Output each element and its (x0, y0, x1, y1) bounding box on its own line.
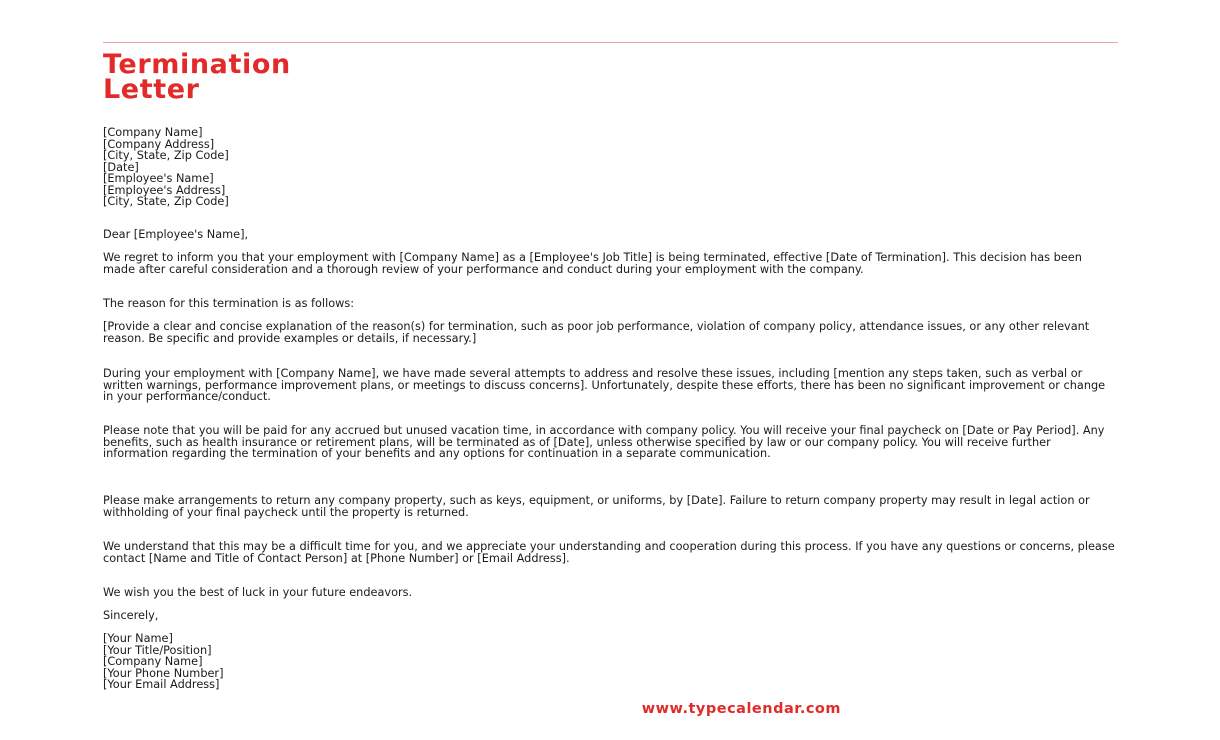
sender-line: [Date] (103, 160, 139, 174)
salutation: Dear [Employee's Name], (103, 228, 249, 241)
sender-line: [City, State, Zip Code] (103, 195, 229, 208)
sender-line: [Employee's Address] (103, 183, 226, 197)
sender-line: [Company Name] (103, 126, 203, 139)
sender-line: [Company Address] (103, 137, 215, 151)
paragraph-company-property: Please make arrangements to return any company property, such as keys, equipment, or uniforms, by [Date]. Failure to return company property may result in legal action or withholding of your final paycheck until the property is returned. (103, 494, 1090, 519)
paragraph-pay-benefits: Please note that you will be paid for any accrued but unused vacation time, in accordance with company policy. You will receive your final paycheck on [Date or Pay Period]. Any benefits, such as health insurance or retirement plans, will be terminated as of [Date], unless otherwise specified by law or our company policy. You will receive further information regarding the termination of your benefits and any options for continuation in a separate communication. (103, 424, 1105, 460)
footer-url: www.typecalendar.com (641, 701, 841, 717)
paragraph-intro: We regret to inform you that your employment with [Company Name] as a [Employee's Job Title] is being terminated, effective [Date of Termination]. This decision has been made after careful consideration and a thorough review of your performance and conduct during your employment with the company. (103, 251, 1082, 276)
paragraph-reason: [Provide a clear and concise explanation of the reason(s) for termination, such as poor job performance, violation of company policy, attendance issues, or any other relevant reason. Be specific and provide examples or details, if necessary.] (103, 320, 1090, 345)
signature-line: [Your Phone Number] (103, 666, 224, 680)
sender-line: [Employee's Name] (103, 172, 214, 185)
paragraph-reason-heading: The reason for this termination is as follows: (103, 297, 355, 310)
signature-block (103, 633, 1118, 691)
signature-line: [Your Title/Position] (103, 643, 212, 657)
document-title (103, 49, 291, 105)
paragraph-contact: We understand that this may be a difficult time for you, and we appreciate your understanding and cooperation during this process. If you have any questions or concerns, please contact [Name and Title of Contact Person] at [Phone Number] or [Email Address]. (103, 540, 1115, 565)
signature-line: [Your Name] (103, 632, 173, 645)
header-rule (103, 42, 1118, 43)
paragraph-attempts: During your employment with [Company Name], we have made several attempts to address and resolve these issues, including [mention any steps taken, such as verbal or written warnings, performance improvement plans, or meetings to discuss concerns]. Unfortunately, despite these efforts, there has been no significant improvement or change in your performance/conduct. (103, 367, 1106, 403)
title-line-2: Letter (103, 74, 200, 105)
signature-line: [Your Email Address] (103, 678, 220, 691)
closing: Sincerely, (103, 609, 159, 622)
title-line-1: Termination (103, 49, 291, 80)
paragraph-well-wishes: We wish you the best of luck in your future endeavors. (103, 586, 413, 599)
signature-line: [Company Name] (103, 655, 203, 668)
sender-address-block (103, 127, 1118, 208)
sender-line: [City, State, Zip Code] (103, 149, 229, 162)
